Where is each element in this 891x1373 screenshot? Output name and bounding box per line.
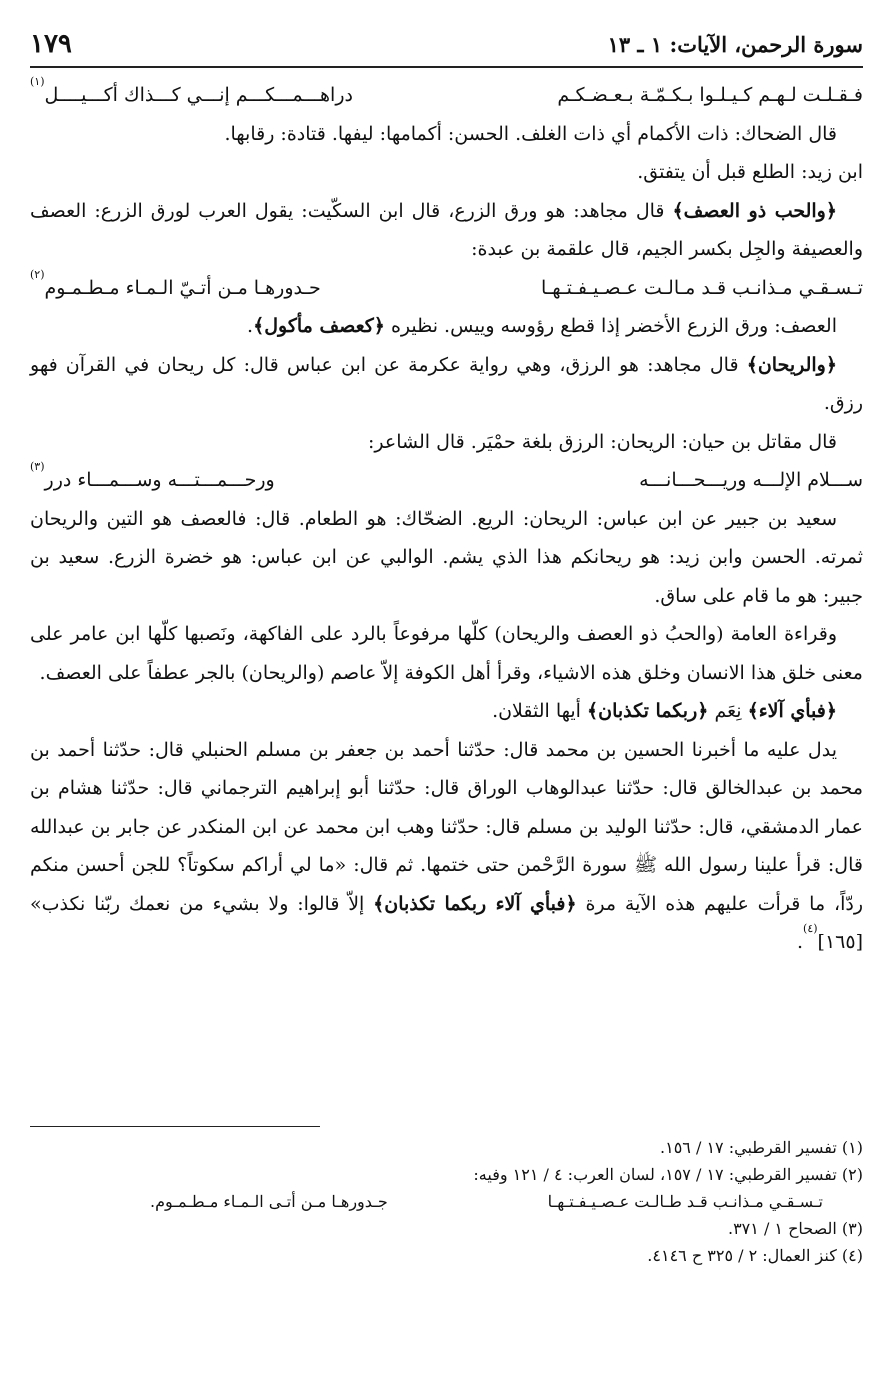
header-rule — [30, 66, 863, 68]
paragraph: يدل عليه ما أخبرنا الحسين بن محمد قال: حدّثنا أحمد بن جعفر بن مسلم الحنبلي قال: حدّثنا أحمد بن محمد بن عبدالخالق قال: حدّثنا عبدالوهاب الوراق قال: حدّثنا أبو إبراهيم الترجماني قال: حدّثنا هشام بن عمار الدمشقي، قال: حدّثنا الوليد بن مسلم قال: حدّثنا وهب ابن محمد عن ابن المنكدر عن جابر بن عبدالله قال: قرأ علينا رسول الله ﷺ سورة الرَّحْمن حتى ختمها. ثم قال: «ما لي أراكم سكوتاً؟ للجن أحسن منكم ردّاً، ما قرأت عليهم هذه الآية مرة ﴿فبأي آلاء ربكما تكذبان﴾ إلاّ قالوا: ولا بشيء من نعمك ربّنا نكذب» [١٦٥]$^{(٤)}$. — [30, 738, 864, 953]
page-header — [30, 22, 863, 66]
quran-quote: ﴿ربكما تكذبان﴾ — [587, 700, 709, 722]
footnote: (٤) كنز العمال: ٢ / ٣٢٥ ح ٤١٤٦. — [647, 1246, 863, 1265]
quran-quote: ﴿فبأي آلاء ربكما تكذبان﴾ — [373, 892, 577, 915]
verse-hemistich-1: فـقـلـت لـهـم كـيـلـوا بـكـمّـة بـعـضـكـم — [557, 84, 863, 106]
paragraph: قال الضحاك: ذات الأكمام أي ذات الغلف. الحسن: أكمامها: ليفها. قتادة: رقابها. — [224, 122, 837, 145]
main-text — [30, 76, 863, 962]
footnote: (١) تفسير القرطبي: ١٧ / ١٥٦. — [660, 1138, 863, 1157]
footnote-ref: (٣) — [30, 460, 45, 473]
paragraph: سعيد بن جبير عن ابن عباس: الريحان: الريع. الضحّاك: هو الطعام. قال: فالعصف هو التين والريحان ثمرته. الحسن وابن زيد: هو ريحانكم هذا الذي يشم. الوالبي عن ابن عباس: هو خضرة الزرع. سعيد بن جبير: هو ما قام على ساق. — [30, 507, 863, 607]
footnote: (٣) الصحاح ١ / ٣٧١. — [727, 1219, 863, 1238]
page-number: ١٧٩ — [30, 29, 72, 59]
quran-quote: ﴿كعصف مأكول﴾ — [253, 315, 385, 337]
quran-quote: ﴿فبأي آلاء﴾ — [747, 700, 837, 722]
running-title: سورة الرحمن، الآيات: ١ ـ ١٣ — [607, 31, 863, 57]
verse-hemistich-2: ورحـــمـــتـــه وســـمـــاء درر$^{(٣)}$ — [30, 460, 275, 491]
verse-hemistich-1: ســـلام الإلـــه وريـــحـــانـــه — [639, 469, 863, 491]
verse-hemistich-2: دراهـــمـــكـــم إنـــي كـــذاك أكـــيــــل$^{(١)}$ — [30, 75, 353, 106]
footnotes — [30, 1134, 863, 1269]
paragraph: العصف: ورق الزرع الأخضر إذا قطع رؤوسه وييس. نظيره ﴿كعصف مأكول﴾. — [247, 315, 837, 337]
paragraph: ﴿والحب ذو العصف﴾ قال مجاهد: هو ورق الزرع، قال ابن السكّيت: يقول العرب لورق الزرع: العصف والعصيفة والجِل بكسر الجيم، قال علقمة بن عبدة: — [30, 199, 863, 260]
quran-quote: ﴿والريحان﴾ — [746, 353, 837, 376]
footnote-ref: (٢) — [30, 267, 45, 281]
quran-quote: ﴿والحب ذو العصف﴾ — [672, 199, 837, 222]
paragraph: ﴿والريحان﴾ قال مجاهد: هو الرزق، وهي رواية عكرمة عن ابن عباس قال: كل ريحان في القرآن فهو رزق. — [30, 353, 863, 414]
verse-hemistich-2: حـدورهـا مـن أتـيّ الـمـاء مـطـمـوم$^{(٢)}$ — [30, 267, 321, 299]
verse-hemistich-2: جـدورهـا مـن أتـى الـمـاء مـطـمـوم. — [150, 1192, 388, 1211]
verse-hemistich-1: تـسـقـي مـذانـب قـد طـالـت عـصـيـفـتـهـا — [547, 1192, 823, 1211]
paragraph: ﴿فبأي آلاء﴾ نِعَم ﴿ربكما تكذبان﴾ أيها الثقلان. — [492, 700, 837, 722]
footnote: (٢) تفسير القرطبي: ١٧ / ١٥٧، لسان العرب: ٤ / ١٢١ وفيه: — [473, 1165, 863, 1184]
footnote-verse — [30, 1188, 863, 1215]
poem-verse-2 — [30, 269, 863, 308]
footnote-separator — [30, 1126, 320, 1127]
poem-verse-3 — [30, 461, 863, 500]
paragraph: وقراءة العامة (والحبُ ذو العصف والريحان) كلّها مرفوعاً بالرد على الفاكهة، ونَصبها كلّها ابن عامر على معنى خلق هذا الانسان وخلق هذه الاشياء، وقرأ أهل الكوفة إلاّ عاصم (والريحان) بالجر عطفاً على العصف. — [30, 623, 863, 684]
paragraph: قال مقاتل بن حيان: الريحان: الرزق بلغة حمْيَر. قال الشاعر: — [368, 430, 837, 453]
verse-hemistich-1: تـسـقـي مـذانـب قـد مـالـت عـصـيـفـتـهـا — [540, 276, 863, 299]
footnote-ref: (١) — [30, 75, 45, 88]
footnote-ref: (٤) — [803, 922, 818, 935]
poem-verse-1 — [30, 76, 863, 115]
paragraph: ابن زيد: الطلع قبل أن يتفتق. — [637, 161, 863, 183]
